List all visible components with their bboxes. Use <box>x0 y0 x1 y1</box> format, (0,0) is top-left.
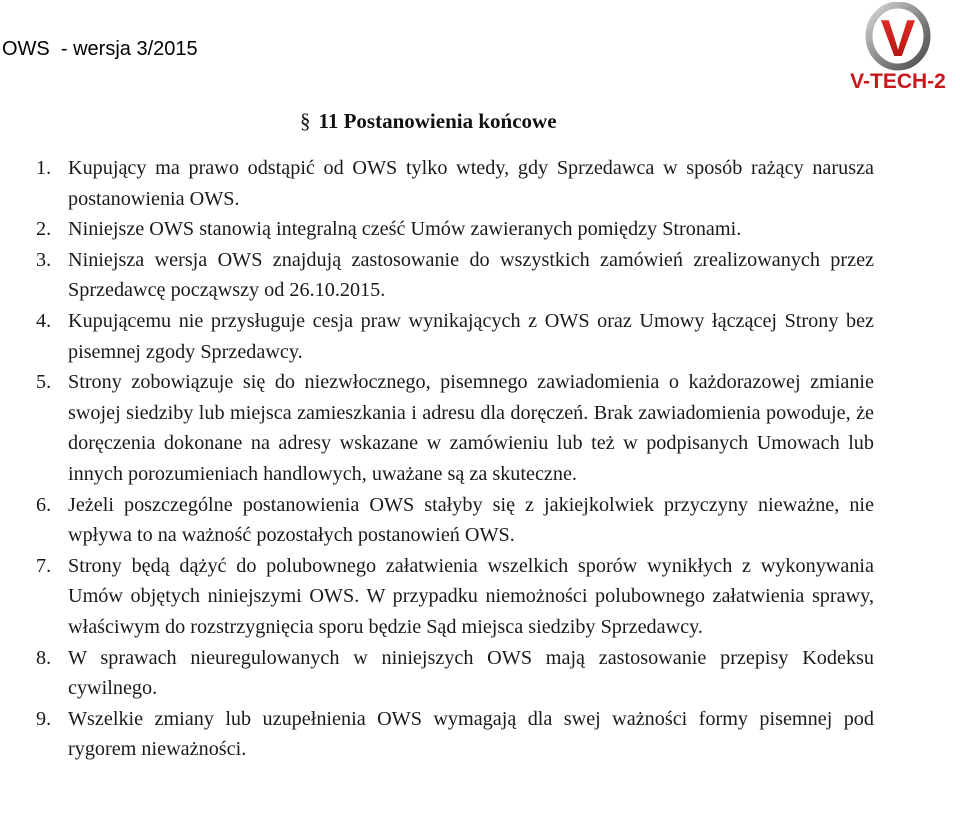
item-text: Kupującemu nie przysługuje cesja praw wynikających z OWS oraz Umowy łączącej Strony bez pisemnej zgody Sprzedawcy. <box>68 309 874 363</box>
list-item <box>0 153 874 214</box>
item-text: Strony będą dążyć do polubownego załatwienia wszelkich sporów wynikłych z wykonywania Umów objętych niniejszymi OWS. W przypadku niemożności polubownego załatwienia sprawy, właściwym do rozstrzygnięcia sporu będzie Sąd miejsca siedziby Sprzedawcy. <box>68 554 874 638</box>
item-text: Kupujący ma prawo odstąpić od OWS tylko wtedy, gdy Sprzedawca w sposób rażący narusza postanowienia OWS. <box>68 157 874 210</box>
item-number: 4. <box>36 309 52 332</box>
final-provisions-list <box>0 153 874 765</box>
item-number: 5. <box>36 371 52 394</box>
list-item <box>0 704 874 765</box>
item-number: 9. <box>36 707 52 730</box>
item-number: 1. <box>36 157 52 179</box>
item-text: Strony zobowiązuje się do niezwłocznego, pisemnego zawiadomienia o każdorazowej zmianie swojej siedziby lub miejsca zamieszkania i adresu dla doręczeń. Brak zawiadomienia powoduje, że doręczenia dokonane na adresy wskazane w zamówieniu lub też w podpisanych Umowach lub innych porozumieniach handlowych, uważane są za skuteczne. <box>68 371 874 485</box>
item-text: W sprawach nieuregulowanych w niniejszych OWS mają zastosowanie przepisy Kodeksu cywilnego. <box>68 646 874 700</box>
section-heading <box>300 109 557 134</box>
item-text: Wszelkie zmiany lub uzupełnienia OWS wymagają dla swej ważności formy pisemnej pod rygorem nieważności. <box>68 707 874 761</box>
section-title-text: 11 Postanowienia końcowe <box>318 109 557 133</box>
section-symbol: § <box>300 109 311 133</box>
logo-text: V-TECH-2 <box>850 70 946 93</box>
list-item <box>0 490 874 551</box>
item-number: 2. <box>36 218 52 241</box>
document-version-header: OWS - wersja 3/2015 <box>2 38 198 60</box>
list-item <box>0 306 874 367</box>
item-text: Niniejsza wersja OWS znajdują zastosowanie do wszystkich zamówień zrealizowanych przez Sprzedawcę począwszy od 26.10.2015. <box>68 248 874 302</box>
list-item <box>0 643 874 704</box>
item-number: 6. <box>36 493 52 516</box>
v-tech-2-logo <box>838 2 958 94</box>
list-item <box>0 551 874 643</box>
list-item <box>0 367 874 489</box>
item-number: 8. <box>36 646 52 669</box>
item-number: 7. <box>36 554 52 577</box>
list-item <box>0 214 874 245</box>
item-number: 3. <box>36 248 52 271</box>
item-text: Jeżeli poszczególne postanowienia OWS stałyby się z jakiejkolwiek przyczyny nieważne, nie wpływa to na ważność pozostałych postanowień OWS. <box>68 493 874 547</box>
list-item <box>0 245 874 306</box>
logo-letter: V <box>880 10 916 68</box>
item-text: Niniejsze OWS stanowią integralną cześć Umów zawieranych pomiędzy Stronami. <box>68 218 742 241</box>
